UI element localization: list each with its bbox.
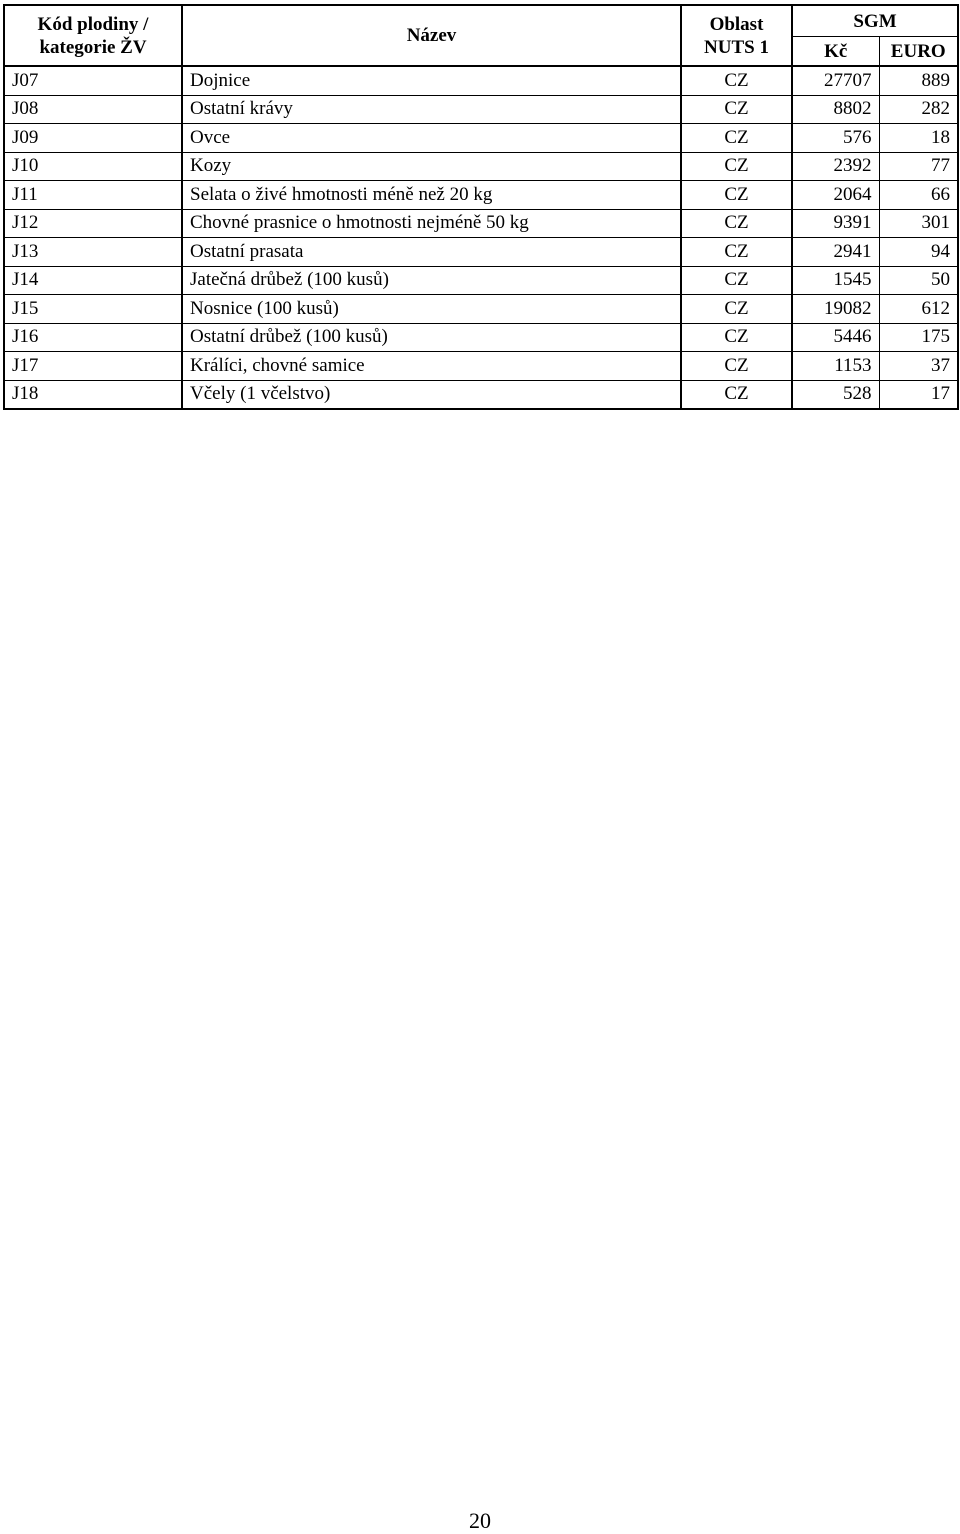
row-code: J17 [4, 352, 182, 381]
row-name: Nosnice (100 kusů) [182, 295, 681, 324]
row-kc: 1545 [792, 266, 879, 295]
row-eur: 282 [879, 95, 958, 124]
row-name: Ostatní drůbež (100 kusů) [182, 323, 681, 352]
row-code: J12 [4, 209, 182, 238]
header-name: Název [182, 5, 681, 66]
table-header [4, 5, 958, 66]
row-eur: 77 [879, 152, 958, 181]
row-eur: 175 [879, 323, 958, 352]
sgm-table [3, 4, 959, 410]
row-kc: 5446 [792, 323, 879, 352]
header-code: Kód plodiny / kategorie ŽV [4, 5, 182, 66]
row-region: CZ [681, 295, 792, 324]
row-code: J08 [4, 95, 182, 124]
row-kc: 2941 [792, 238, 879, 267]
table-row [4, 238, 958, 267]
row-eur: 94 [879, 238, 958, 267]
row-region: CZ [681, 380, 792, 409]
row-eur: 37 [879, 352, 958, 381]
header-kc: Kč [792, 37, 879, 67]
row-eur: 612 [879, 295, 958, 324]
row-kc: 2064 [792, 181, 879, 210]
table-body [4, 66, 958, 409]
row-name: Ovce [182, 124, 681, 153]
row-name: Selata o živé hmotnosti méně než 20 kg [182, 181, 681, 210]
table-row [4, 95, 958, 124]
row-kc: 2392 [792, 152, 879, 181]
table-row [4, 152, 958, 181]
row-kc: 27707 [792, 66, 879, 95]
table-row [4, 352, 958, 381]
row-region: CZ [681, 66, 792, 95]
row-code: J10 [4, 152, 182, 181]
row-kc: 19082 [792, 295, 879, 324]
row-code: J13 [4, 238, 182, 267]
row-eur: 889 [879, 66, 958, 95]
row-eur: 66 [879, 181, 958, 210]
row-region: CZ [681, 352, 792, 381]
row-name: Včely (1 včelstvo) [182, 380, 681, 409]
row-region: CZ [681, 238, 792, 267]
table-row [4, 66, 958, 95]
row-name: Ostatní prasata [182, 238, 681, 267]
header-sgm: SGM [792, 5, 958, 37]
row-region: CZ [681, 181, 792, 210]
row-code: J15 [4, 295, 182, 324]
table-row [4, 124, 958, 153]
row-name: Chovné prasnice o hmotnosti nejméně 50 kg [182, 209, 681, 238]
row-code: J11 [4, 181, 182, 210]
row-region: CZ [681, 95, 792, 124]
row-code: J09 [4, 124, 182, 153]
page-number: 20 [469, 1508, 491, 1533]
row-kc: 528 [792, 380, 879, 409]
row-kc: 8802 [792, 95, 879, 124]
table-row [4, 266, 958, 295]
row-eur: 18 [879, 124, 958, 153]
table-row [4, 380, 958, 409]
row-region: CZ [681, 266, 792, 295]
table-row [4, 295, 958, 324]
row-name: Ostatní krávy [182, 95, 681, 124]
row-eur: 17 [879, 380, 958, 409]
table-row [4, 323, 958, 352]
header-region: Oblast NUTS 1 [681, 5, 792, 66]
row-code: J16 [4, 323, 182, 352]
row-name: Dojnice [182, 66, 681, 95]
row-eur: 301 [879, 209, 958, 238]
table-row [4, 209, 958, 238]
row-kc: 576 [792, 124, 879, 153]
row-code: J18 [4, 380, 182, 409]
row-code: J07 [4, 66, 182, 95]
row-kc: 9391 [792, 209, 879, 238]
header-euro: EURO [879, 37, 958, 67]
row-region: CZ [681, 152, 792, 181]
row-region: CZ [681, 209, 792, 238]
row-eur: 50 [879, 266, 958, 295]
row-name: Kozy [182, 152, 681, 181]
row-name: Jatečná drůbež (100 kusů) [182, 266, 681, 295]
table-row [4, 181, 958, 210]
row-region: CZ [681, 323, 792, 352]
row-name: Králíci, chovné samice [182, 352, 681, 381]
row-code: J14 [4, 266, 182, 295]
row-kc: 1153 [792, 352, 879, 381]
row-region: CZ [681, 124, 792, 153]
